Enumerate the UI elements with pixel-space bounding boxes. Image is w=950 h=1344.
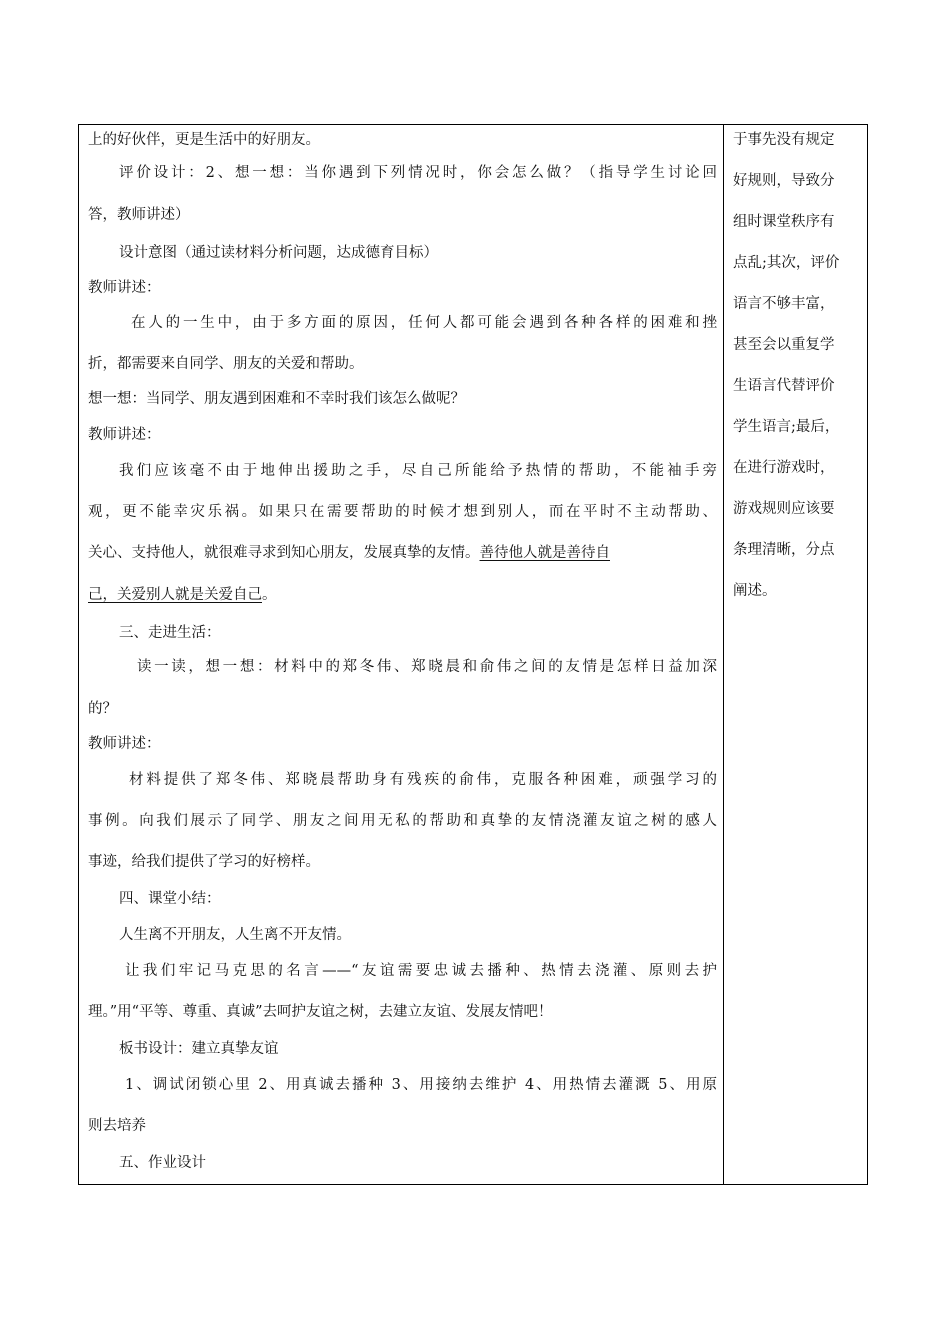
text-line: 我们应该毫不由于地伸出援助之手，尽自己所能给予热情的帮助，不能袖手旁 — [119, 463, 717, 479]
text-line — [88, 585, 717, 605]
text-line: 材料提供了郑冬伟、郑晓晨帮助身有残疾的俞伟，克服各种困难，顽强学习的 — [129, 772, 717, 788]
text-line: 观，更不能幸灾乐祸。如果只在需要帮助的时候才想到别人，而在平时不主动帮助、 — [88, 504, 717, 520]
underlined-text: 己，关爱别人就是关爱自己 — [88, 587, 262, 603]
section-heading: 三、走进生活： — [119, 625, 221, 641]
text-line: 答，教师讲述） — [88, 207, 190, 223]
text-line: 人生离不开朋友，人生离不开友情。 — [119, 927, 351, 943]
text-line: 教师讲述： — [88, 427, 161, 443]
text-line: 事例。向我们展示了同学、朋友之间用无私的帮助和真挚的友情浇灌友谊之树的感人 — [88, 813, 717, 829]
lesson-table — [78, 124, 868, 1185]
section-heading: 五、作业设计 — [119, 1155, 206, 1171]
text-line: 评价设计：2、想一想：当你遇到下列情况时，你会怎么做？（指导学生讨论回 — [119, 165, 717, 181]
side-text-line: 学生语言;最后， — [733, 419, 840, 435]
text-line: 板书设计：建立真挚友谊 — [119, 1041, 279, 1057]
text-line: 让我们牢记马克思的名言——“友谊需要忠诚去播种、热情去浇灌、原则去护 — [125, 963, 717, 979]
text-line: 想一想：当同学、朋友遇到困难和不幸时我们该怎么做呢？ — [88, 391, 465, 407]
text-line: 设计意图（通过读材料分析问题，达成德育目标） — [119, 245, 438, 261]
text-line: 读一读，想一想：材料中的郑冬伟、郑晓晨和俞伟之间的友情是怎样日益加深 — [137, 659, 717, 675]
side-text-line: 条理清晰，分点 — [733, 542, 835, 558]
text-line: 上的好伙伴，更是生活中的好朋友。 — [88, 132, 320, 148]
text-line: 理。”用“平等、尊重、真诚”去呵护友谊之树，去建立友谊、发展友情吧！ — [88, 1004, 553, 1020]
side-text-line: 阐述。 — [733, 583, 777, 599]
side-text-line: 在进行游戏时， — [733, 460, 835, 476]
text-line — [88, 543, 717, 563]
side-text-line: 甚至会以重复学 — [733, 337, 835, 353]
side-text-line: 于事先没有规定 — [733, 132, 835, 148]
reflection-cell — [724, 125, 867, 1184]
lesson-content-cell — [79, 125, 723, 1184]
text-line: 教师讲述： — [88, 280, 161, 296]
side-text-line: 组时课堂秩序有 — [733, 214, 835, 230]
text-span: 。 — [262, 587, 277, 603]
side-text-line: 语言不够丰富， — [733, 296, 835, 312]
text-span: 关心、支持他人，就很难寻求到知心朋友，发展真挚的友情。 — [88, 545, 480, 561]
side-text-line: 点乱;其次，评价 — [733, 255, 840, 271]
side-text-line: 好规则，导致分 — [733, 173, 835, 189]
side-text-line: 生语言代替评价 — [733, 378, 835, 394]
text-line: 1、调试闭锁心里 2、用真诚去播种 3、用接纳去维护 4、用热情去灌溉 5、用原 — [125, 1077, 717, 1093]
text-line: 则去培养 — [88, 1118, 146, 1134]
text-line: 在人的一生中，由于多方面的原因，任何人都可能会遇到各种各样的困难和挫 — [131, 315, 717, 331]
text-line: 事迹，给我们提供了学习的好榜样。 — [88, 854, 320, 870]
underlined-text: 善待他人就是善待自 — [479, 545, 610, 561]
section-heading: 四、课堂小结： — [119, 891, 221, 907]
text-line: 折，都需要来自同学、朋友的关爱和帮助。 — [88, 356, 364, 372]
text-line: 教师讲述： — [88, 736, 161, 752]
side-text-line: 游戏规则应该要 — [733, 501, 835, 517]
text-line: 的？ — [88, 701, 117, 717]
